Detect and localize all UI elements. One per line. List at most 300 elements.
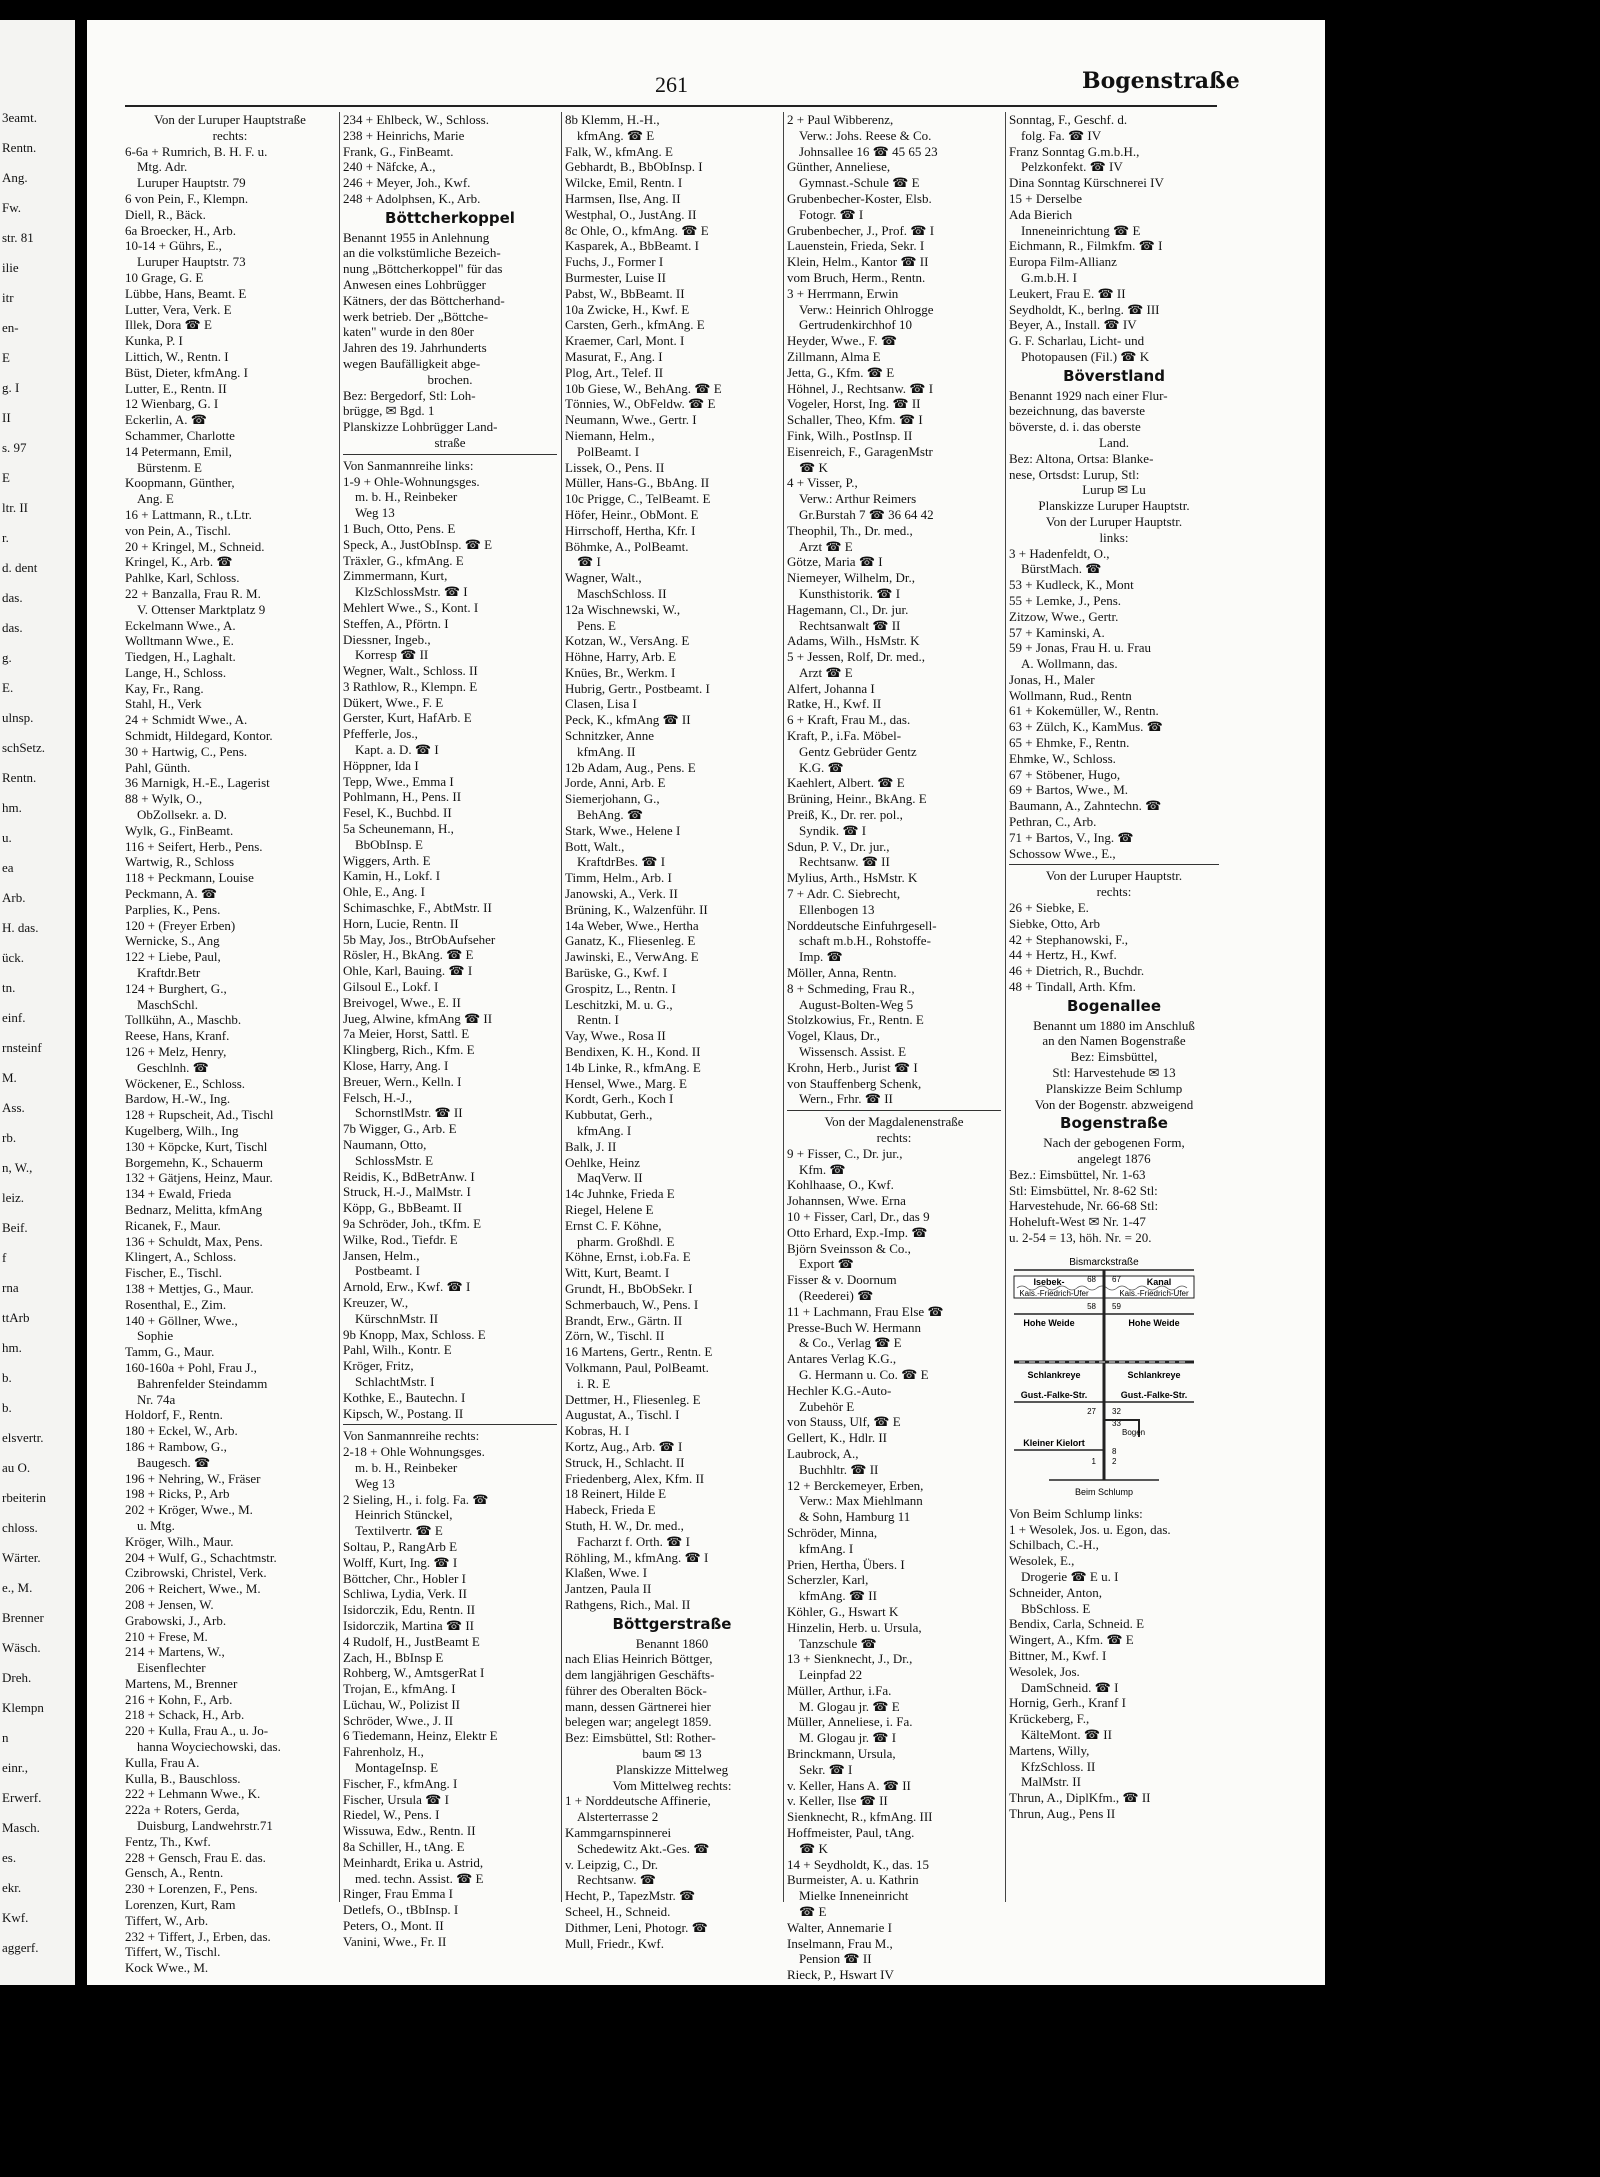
directory-line: Höfer, Heinr., ObMont. E — [565, 506, 699, 522]
directory-line: 61 + Kokemüller, W., Rentn. — [1009, 703, 1159, 719]
directory-line: Sekr. ☎ I — [799, 1761, 853, 1777]
directory-line: Knües, Br., Werkm. I — [565, 664, 676, 680]
directory-line: 12a Wischnewski, W., — [565, 601, 681, 617]
directory-line: Gebhardt, B., BbObInsp. I — [565, 159, 703, 175]
directory-line: 8c Ohle, O., kfmAng. ☎ E — [565, 222, 709, 238]
directory-line: Mull, Friedr., Kwf. — [565, 1935, 664, 1951]
directory-line: 14 Petermann, Emil, — [125, 443, 232, 459]
directory-line: 4 Rudolf, H., JustBeamt E — [343, 1633, 480, 1649]
directory-line: Pohlmann, H., Pens. II — [343, 789, 462, 805]
directory-line: Ohle, E., Ang. I — [343, 884, 425, 900]
directory-line: 128 + Rupscheit, Ad., Tischl — [125, 1107, 274, 1123]
directory-line: Eckelmann Wwe., A. — [125, 617, 236, 633]
directory-line: Klingberg, Rich., Kfm. E — [343, 1042, 475, 1058]
directory-line: 8 + Schmeding, Frau R., — [787, 980, 915, 996]
previous-page-text-fragment: Arb. — [2, 890, 26, 905]
directory-line: Schimaschke, F., AbtMstr. II — [343, 900, 492, 916]
directory-line: Wollmann, Rud., Rentn — [1009, 687, 1132, 703]
directory-line: an die volkstümliche Bezeich- — [343, 245, 501, 261]
directory-line: Kammgarnspinnerei — [565, 1825, 672, 1841]
directory-line: KfzSchloss. II — [1021, 1758, 1096, 1774]
map-label-kaiser-right: Kais.-Friedrich-Ufer — [1119, 1288, 1189, 1298]
directory-line: Kohlhaase, O., Kwf. — [787, 1177, 894, 1193]
directory-line: Rösler, H., BkAng. ☎ E — [343, 947, 474, 963]
directory-line: Kothke, E., Bautechn. I — [343, 1389, 466, 1405]
directory-line: Stl: Harvestehude ✉ 13 — [1052, 1065, 1176, 1081]
directory-line: Stark, Wwe., Helene I — [565, 822, 681, 838]
directory-line: Ernst C. F. Köhne, — [565, 1217, 662, 1233]
previous-page-text-fragment: elsvertr. — [2, 1430, 44, 1445]
directory-line: Büst, Dieter, kfmAng. I — [125, 364, 248, 380]
directory-line: Köhne, Ernst, i.ob.Fa. E — [565, 1249, 691, 1265]
directory-line: Jonas, H., Maler — [1009, 671, 1095, 687]
directory-line: 3 + Herrmann, Erwin — [787, 285, 899, 301]
previous-page-text-fragment: ltr. II — [2, 500, 28, 515]
map-label-beim-schlump: Beim Schlump — [1074, 1486, 1134, 1497]
directory-line: pharm. Großhdl. E — [577, 1233, 675, 1249]
directory-line: schaft m.b.H., Rohstoffe- — [799, 933, 931, 949]
directory-line: Martens, M., Brenner — [125, 1675, 238, 1691]
directory-line: Von der Bogenstr. abzweigend — [1034, 1096, 1194, 1112]
previous-page-text-fragment: ttArb — [2, 1310, 30, 1325]
directory-line: 5 + Jessen, Rolf, Dr. med., — [787, 649, 926, 665]
directory-line: Beyer, A., Install. ☎ IV — [1009, 317, 1137, 333]
directory-line: 14c Juhnke, Frieda E — [565, 1186, 675, 1202]
map-drawing — [1009, 1252, 1199, 1502]
directory-line: Tiffert, W., Tischl. — [125, 1944, 221, 1960]
directory-line: Land. — [1099, 434, 1129, 450]
directory-line: BürstMach. ☎ — [1021, 561, 1102, 577]
directory-line: Fink, Wilh., PostInsp. II — [787, 427, 913, 443]
directory-line: Bez: Eimsbüttel, Stl: Rother- — [565, 1730, 716, 1746]
directory-line: Rosenthal, E., Zim. — [125, 1296, 227, 1312]
directory-line: SchornstlMstr. ☎ II — [355, 1105, 463, 1121]
directory-line: Jansen, Helm., — [343, 1247, 420, 1263]
scan-background-bottom — [0, 1985, 1600, 2177]
directory-line: Köpp, G., BbBeamt. II — [343, 1200, 462, 1216]
directory-line: Rentn. I — [577, 1012, 619, 1028]
directory-line: Kobras, H. I — [565, 1423, 630, 1439]
directory-line: Tanzschule ☎ — [799, 1635, 877, 1651]
directory-line: Grospitz, L., Rentn. I — [565, 980, 676, 996]
directory-line: Eichmann, R., Filmkfm. ☎ I — [1009, 238, 1163, 254]
directory-line: 218 + Schack, H., Arb. — [125, 1707, 245, 1723]
previous-page-text-fragment: H. das. — [2, 920, 39, 935]
directory-line: nach Elias Heinrich Böttger, — [565, 1651, 713, 1667]
directory-line: folg. Fa. ☎ IV — [1021, 127, 1102, 143]
previous-page-text-fragment: r. — [2, 530, 9, 545]
directory-line: 234 + Ehlbeck, W., Schloss. — [343, 112, 489, 127]
directory-line: M. Glogau jr. ☎ E — [799, 1698, 900, 1714]
directory-line: Pens. E — [577, 617, 616, 633]
previous-page-text-fragment: Beif. — [2, 1220, 28, 1235]
directory-line: 55 + Lemke, J., Pens. — [1009, 592, 1122, 608]
directory-line: 48 + Tindall, Arth. Kfm. — [1009, 979, 1136, 995]
directory-line: 1 + Norddeutsche Affinerie, — [565, 1793, 711, 1809]
directory-line: Sdun, P. V., Dr. jur., — [787, 838, 890, 854]
directory-line: 138 + Mettjes, G., Maur. — [125, 1280, 254, 1296]
previous-page-text-fragment: ekr. — [2, 1880, 22, 1895]
previous-page-text-fragment: chloss. — [2, 1520, 38, 1535]
directory-line: SchlossMstr. E — [355, 1152, 434, 1168]
directory-line: Ringer, Frau Emma I — [343, 1886, 453, 1902]
directory-line: Facharzt f. Orth. ☎ I — [577, 1533, 690, 1549]
directory-line: 6 + Kraft, Frau M., das. — [787, 712, 911, 728]
directory-line: Antares Verlag K.G., — [787, 1351, 897, 1367]
directory-line: 160-160a + Pohl, Frau J., — [125, 1359, 257, 1375]
directory-line: Wissensch. Assist. E — [799, 1044, 907, 1060]
previous-page-text-fragment: b. — [2, 1370, 12, 1385]
previous-page-text-fragment: ilie — [2, 260, 19, 275]
directory-line: Zitzow, Wwe., Gertr. — [1009, 608, 1119, 624]
directory-line: 206 + Reichert, Wwe., M. — [125, 1581, 261, 1597]
directory-line: G. Hermann u. Co. ☎ E — [799, 1366, 929, 1382]
directory-line: Diell, R., Bäck. — [125, 206, 206, 222]
directory-line: Franz Sonntag G.m.b.H., — [1009, 143, 1140, 159]
directory-line: u. Mtg. — [137, 1517, 175, 1533]
directory-line: Kröger, Wilh., Maur. — [125, 1533, 234, 1549]
directory-line: BbSchloss. E — [1021, 1600, 1091, 1616]
directory-line: Von der Luruper Hauptstraße — [154, 112, 306, 127]
directory-line: Bardow, H.-W., Ing. — [125, 1091, 231, 1107]
directory-line: Jahren des 19. Jahrhunderts — [343, 340, 487, 356]
column-3 — [565, 112, 779, 1951]
previous-page-text-fragment: II — [2, 410, 11, 425]
directory-line: Baugesch. ☎ — [137, 1454, 211, 1470]
directory-line: Grundt, H., BbObSekr. I — [565, 1280, 693, 1296]
directory-line: Geschlnh. ☎ — [137, 1059, 209, 1075]
directory-line: 9 + Fisser, C., Dr. jur., — [787, 1145, 903, 1161]
directory-line: Brinckmann, Ursula, — [787, 1746, 896, 1762]
directory-line: 14 + Seydholdt, K., das. 15 — [787, 1856, 930, 1872]
previous-page-text-fragment: au O. — [2, 1460, 31, 1475]
scan-background-right — [1325, 0, 1600, 2177]
section-rule — [343, 454, 557, 455]
directory-line: Kulla, B., Bauschloss. — [125, 1770, 241, 1786]
directory-line: 246 + Meyer, Joh., Kwf. — [343, 175, 471, 191]
directory-line: 214 + Martens, W., — [125, 1644, 225, 1660]
directory-line: 12b Adam, Aug., Pens. E — [565, 759, 696, 775]
street-heading: Böverstland — [1063, 366, 1165, 385]
directory-line: Zillmann, Alma E — [787, 348, 881, 364]
directory-line: Schmerbauch, W., Pens. I — [565, 1296, 699, 1312]
directory-line: Nr. 74a — [137, 1391, 176, 1407]
previous-page-text-fragment: E — [2, 470, 10, 485]
directory-line: 5b May, Jos., BtrObAufseher — [343, 931, 496, 947]
directory-line: rechts: — [1096, 884, 1132, 900]
directory-line: Verw.: Arthur Reimers — [799, 491, 917, 507]
directory-line: & Co., Verlag ☎ E — [799, 1335, 902, 1351]
directory-line: Kordt, Gerh., Koch I — [565, 1091, 674, 1107]
directory-line: Europa Film-Allianz — [1009, 254, 1117, 270]
map-label-bogen: Bogen — [1122, 1427, 1146, 1437]
previous-page-text-fragment: es. — [2, 1850, 17, 1865]
directory-line: mann, dessen Gärtnerei hier — [565, 1698, 711, 1714]
directory-line: Bott, Walt., — [565, 838, 625, 854]
directory-line: Kugelberg, Wilh., Ing — [125, 1123, 239, 1138]
directory-line: Gensch, A., Rentn. — [125, 1865, 224, 1881]
map-number-68: 68 — [1087, 1274, 1096, 1284]
directory-line: Fischer, F., kfmAng. I — [343, 1775, 458, 1791]
map-label-schlankreye-left: Schlankreye — [1027, 1369, 1081, 1380]
directory-line: Götze, Maria ☎ I — [787, 554, 883, 570]
directory-line: Wilke, Rod., Tiefdr. E — [343, 1231, 458, 1247]
directory-line: Schossow Wwe., E., — [1009, 845, 1116, 861]
directory-line: Fuchs, J., Former I — [565, 254, 664, 270]
directory-line: Kamin, H., Lokf. I — [343, 868, 441, 884]
directory-line: Siebke, Otto, Arb — [1009, 915, 1100, 931]
directory-line: Böhmke, A., PolBeamt. — [565, 538, 689, 554]
directory-line: m. b. H., Reinbeker — [355, 489, 458, 505]
directory-line: 22 + Banzalla, Frau R. M. — [125, 585, 261, 601]
directory-line: Kraft, P., i.Fa. Möbel- — [787, 728, 902, 744]
directory-line: Fischer, E., Tischl. — [125, 1265, 222, 1281]
directory-line: 10 + Fisser, Carl, Dr., das 9 — [787, 1208, 930, 1224]
directory-line: Trojan, E., kfmAng. I — [343, 1681, 456, 1697]
previous-page-text-fragment: b. — [2, 1400, 12, 1415]
directory-line: Höhnel, J., Rechtsanw. ☎ I — [787, 380, 934, 396]
directory-line: Grubenbecher-Koster, Elsb. — [787, 190, 932, 206]
directory-line: 134 + Ewald, Frieda — [125, 1186, 232, 1202]
directory-line: Gymnast.-Schule ☎ E — [799, 175, 920, 191]
directory-line: Möller, Anna, Rentn. — [787, 965, 897, 981]
directory-line: Textilvertr. ☎ E — [355, 1523, 443, 1539]
directory-line: 12 + Berckemeyer, Erben, — [787, 1477, 924, 1493]
directory-line: 59 + Jonas, Frau H. u. Frau — [1009, 640, 1152, 656]
directory-line: Wilcke, Emil, Rentn. I — [565, 175, 683, 191]
directory-line: BehAng. ☎ — [577, 807, 644, 823]
directory-line: Schedewitz Akt.-Ges. ☎ — [577, 1840, 710, 1856]
directory-line: Naumann, Otto, — [343, 1137, 427, 1152]
directory-line: i. R. E — [577, 1375, 611, 1391]
directory-line: Leschitzki, M. u. G., — [565, 996, 673, 1012]
previous-page-text-fragment: itr — [2, 290, 14, 305]
directory-line: Vogel, Klaus, Dr., — [787, 1028, 880, 1044]
directory-line: Mielke Inneneinricht — [799, 1888, 909, 1904]
directory-line: Müller, Anneliese, i. Fa. — [787, 1714, 913, 1730]
directory-line: Vogeler, Horst, Ing. ☎ II — [787, 396, 921, 412]
directory-line: 228 + Gensch, Frau E. das. — [125, 1849, 266, 1865]
directory-line: Koopmann, Günther, — [125, 475, 235, 491]
directory-line: Pabst, W., BbBeamt. II — [565, 285, 685, 301]
directory-line: PolBeamt. I — [577, 443, 640, 459]
directory-line: Schneider, Anton, — [1009, 1584, 1102, 1600]
directory-line: Scheel, H., Schneid. — [565, 1904, 671, 1920]
directory-line: Scherzler, Karl, — [787, 1572, 869, 1588]
directory-line: Bednarz, Melitta, kfmAng — [125, 1201, 263, 1217]
directory-line: Kunka, P. I — [125, 333, 183, 349]
directory-line: Stuth, H. W., Dr. med., — [565, 1517, 684, 1533]
previous-page-text-fragment: str. 81 — [2, 230, 34, 245]
directory-line: Hornig, Gerh., Kranf I — [1009, 1695, 1126, 1711]
directory-line: 186 + Rambow, G., — [125, 1438, 227, 1454]
directory-line: wegen Baufälligkeit abge- — [343, 355, 481, 371]
previous-page-text-fragment: E. — [2, 680, 14, 695]
directory-line: an den Namen Bogenstraße — [1042, 1033, 1186, 1049]
directory-line: Benannt 1929 nach einer Flur- — [1009, 387, 1168, 403]
directory-line: Harvestehude, Nr. 66-68 Stl: — [1009, 1198, 1159, 1214]
directory-line: Rechtsanw. ☎ — [577, 1872, 656, 1888]
previous-page-text-fragment: Klempn — [2, 1700, 44, 1715]
directory-line: Günther, Anneliese, — [787, 159, 891, 175]
directory-line: Gilsoul E., Lokf. I — [343, 979, 439, 995]
directory-line: Wöckener, E., Schloss. — [125, 1075, 246, 1091]
directory-line: Ohle, Karl, Bauing. ☎ I — [343, 963, 473, 979]
directory-line: hanna Woyciechowski, das. — [137, 1739, 281, 1755]
directory-line: Mehlert Wwe., S., Kont. I — [343, 599, 479, 615]
directory-line: kfmAng. II — [577, 743, 636, 759]
directory-line: Planskizze Lohbrügger Land- — [343, 419, 498, 435]
previous-page-text-fragment: ea — [2, 860, 14, 875]
directory-line: Rechtsanw. ☎ II — [799, 854, 890, 870]
directory-line: 180 + Eckel, W., Arb. — [125, 1423, 238, 1439]
directory-line: Gellert, K., Hdlr. II — [787, 1430, 888, 1446]
directory-line: Baumann, A., Zahntechn. ☎ — [1009, 798, 1162, 814]
directory-line: ☎ E — [799, 1904, 827, 1920]
previous-page-edge — [0, 20, 75, 1985]
directory-line: Brandt, Erw., Gärtn. II — [565, 1312, 683, 1328]
directory-line: Arzt ☎ E — [799, 538, 853, 554]
directory-line: Jetta, G., Kfm. ☎ E — [787, 364, 895, 380]
directory-line: 14b Linke, R., kfmAng. E — [565, 1059, 701, 1075]
directory-line: Neumann, Wwe., Gertr. I — [565, 412, 697, 428]
directory-line: Grubenbecher, J., Prof. ☎ I — [787, 222, 935, 238]
directory-line: Prien, Hertha, Übers. I — [787, 1556, 905, 1572]
directory-line: med. techn. Assist. ☎ E — [355, 1870, 484, 1886]
directory-line: KraftdrBes. ☎ I — [577, 854, 666, 870]
directory-line: MalMstr. II — [1021, 1774, 1081, 1790]
directory-line: Johannsen, Wwe. Erna — [787, 1193, 906, 1209]
directory-line: 204 + Wulf, G., Schachtmstr. — [125, 1549, 277, 1565]
directory-line: Brüning, K., Walzenführ. II — [565, 901, 708, 917]
directory-line: kfmAng. ☎ II — [799, 1588, 877, 1604]
directory-line: Hirrschoff, Hertha, Kfr. I — [565, 522, 696, 538]
directory-line: Luruper Hauptstr. 73 — [137, 254, 246, 270]
directory-line: 16 Martens, Gertr., Rentn. E — [565, 1344, 713, 1360]
previous-page-text-fragment: einr., — [2, 1760, 28, 1775]
directory-line: 5a Scheunemann, H., — [343, 821, 454, 837]
map-number-1: 1 — [1091, 1456, 1096, 1466]
directory-line: Dettmer, H., Fliesenleg. E — [565, 1391, 701, 1407]
directory-line: Leinpfad 22 — [799, 1667, 863, 1683]
directory-line: 1 Buch, Otto, Pens. E — [343, 520, 456, 536]
directory-line: Bittner, M., Kwf. I — [1009, 1647, 1107, 1663]
directory-line: Tamm, G., Maur. — [125, 1344, 215, 1360]
directory-line: Kasparek, A., BbBeamt. I — [565, 238, 699, 254]
directory-line: Photopausen (Fil.) ☎ K — [1021, 348, 1150, 364]
directory-line: 13 + Sienknecht, J., Dr., — [787, 1651, 913, 1667]
directory-line: Lutter, Vera, Verk. E — [125, 301, 232, 317]
directory-line: Schilbach, C.-H., — [1009, 1537, 1099, 1553]
directory-line: 238 + Heinrichs, Marie — [343, 127, 465, 143]
directory-line: Burmeister, A. u. Kathrin — [787, 1872, 919, 1888]
directory-line: Kfm. ☎ — [799, 1161, 846, 1177]
directory-line: Ehmke, W., Schloss. — [1009, 750, 1116, 766]
directory-line: v. Leipzig, C., Dr. — [565, 1856, 659, 1872]
directory-line: Niemeyer, Wilhelm, Dr., — [787, 570, 915, 586]
directory-line: Holdorf, F., Rentn. — [125, 1407, 223, 1423]
directory-line: Timm, Helm., Arb. I — [565, 870, 672, 886]
directory-line: Nach der gebogenen Form, — [1043, 1135, 1185, 1151]
previous-page-text-fragment: 3eamt. — [2, 110, 38, 125]
directory-line: Lüchau, W., Polizist II — [343, 1696, 460, 1712]
directory-line: Kotzan, W., VersAng. E — [565, 633, 690, 649]
street-heading: Bogenallee — [1066, 996, 1162, 1015]
map-label-kaiser-left: Kais.-Friedrich-Ufer — [1019, 1288, 1089, 1298]
directory-line: Müller, Hans-G., BbAng. II — [565, 475, 710, 491]
directory-line: 118 + Peckmann, Louise — [125, 870, 254, 886]
directory-line: Weg 13 — [355, 505, 395, 521]
column-divider — [783, 112, 784, 1902]
directory-line: Alsterterrasse 2 — [577, 1809, 659, 1825]
directory-line: Ganatz, K., Fliesenleg. E — [565, 933, 696, 949]
directory-line: 9a Schröder, Joh., tKfm. E — [343, 1215, 482, 1231]
directory-line: Otto Erhard, Exp.-Imp. ☎ — [787, 1224, 928, 1240]
column-5 — [1009, 112, 1219, 1902]
directory-line: 24 + Schmidt Wwe., A. — [125, 712, 248, 728]
previous-page-text-fragment: rbeiterin — [2, 1490, 47, 1505]
directory-line: 122 + Liebe, Paul, — [125, 949, 221, 965]
directory-line: 42 + Stephanowski, F., — [1009, 931, 1128, 947]
directory-line: 36 Marnigk, H.-E., Lagerist — [125, 775, 270, 791]
street-heading: Bogenstraße — [1060, 1114, 1168, 1133]
directory-line: Habeck, Frieda E — [565, 1502, 656, 1518]
directory-line: Czibrowski, Christel, Verk. — [125, 1565, 267, 1581]
directory-line: Klose, Harry, Ang. I — [343, 1058, 449, 1074]
directory-line: Röhling, M., kfmAng. ☎ I — [565, 1549, 709, 1565]
directory-line: Schmidt, Hildegard, Kontor. — [125, 728, 273, 744]
directory-line: Detlefs, O., tBbInsp. I — [343, 1902, 459, 1918]
directory-line: 67 + Stöbener, Hugo, — [1009, 766, 1121, 782]
directory-line: Presse-Buch W. Hermann — [787, 1319, 921, 1335]
directory-line: 140 + Göllner, Wwe., — [125, 1312, 238, 1328]
directory-line: v. Keller, Hans A. ☎ II — [787, 1777, 911, 1793]
directory-line: Benannt um 1880 im Anschluß — [1033, 1017, 1195, 1033]
previous-page-text-fragment: hm. — [2, 800, 22, 815]
directory-line: Breivogel, Wwe., E. II — [343, 994, 461, 1010]
directory-line: Kringel, K., Arb. ☎ — [125, 554, 233, 570]
directory-line: Lurup ✉ Lu — [1082, 482, 1146, 498]
directory-line: Sienknecht, R., kfmAng. III — [787, 1809, 933, 1825]
directory-line: Zörn, W., Tischl. II — [565, 1328, 665, 1344]
directory-line: Klein, Helm., Kantor ☎ II — [787, 254, 929, 270]
directory-line: Preiß, K., Dr. rer. pol., — [787, 807, 903, 823]
directory-line: Imp. ☎ — [799, 949, 843, 965]
directory-line: baum ✉ 13 — [642, 1746, 702, 1762]
directory-line: SchlachtMstr. I — [355, 1373, 435, 1389]
directory-line: Janowski, A., Verk. II — [565, 886, 678, 902]
previous-page-text-fragment: Ang. — [2, 170, 28, 185]
directory-line: 216 + Kohn, F., Arb. — [125, 1691, 233, 1707]
directory-line: M. Glogau jr. ☎ I — [799, 1730, 897, 1746]
directory-line: 44 + Hertz, H., Kwf. — [1009, 947, 1117, 963]
directory-line: 10a Zwicke, H., Kwf. E — [565, 301, 690, 317]
directory-line: Isidorczik, Martina ☎ II — [343, 1617, 474, 1633]
directory-line: Kraemer, Carl, Mont. I — [565, 333, 685, 349]
directory-line: Klingert, A., Schloss. — [125, 1249, 237, 1265]
directory-line: Tiffert, W., Arb. — [125, 1912, 209, 1928]
directory-line: m. b. H., Reinbeker — [355, 1459, 458, 1475]
directory-line: Bahrenfelder Steindamm — [137, 1375, 268, 1391]
section-rule — [1009, 864, 1219, 865]
directory-line: von Stauss, Ulf, ☎ E — [787, 1414, 901, 1430]
directory-line: Inneneinrichtung ☎ E — [1021, 222, 1141, 238]
directory-line: von Pein, A., Tischl. — [125, 522, 231, 538]
directory-line: Hensel, Wwe., Marg. E — [565, 1075, 687, 1091]
directory-line: brochen. — [427, 371, 473, 387]
directory-line: Arzt ☎ E — [799, 664, 853, 680]
directory-line: Schnitzker, Anne — [565, 728, 655, 744]
